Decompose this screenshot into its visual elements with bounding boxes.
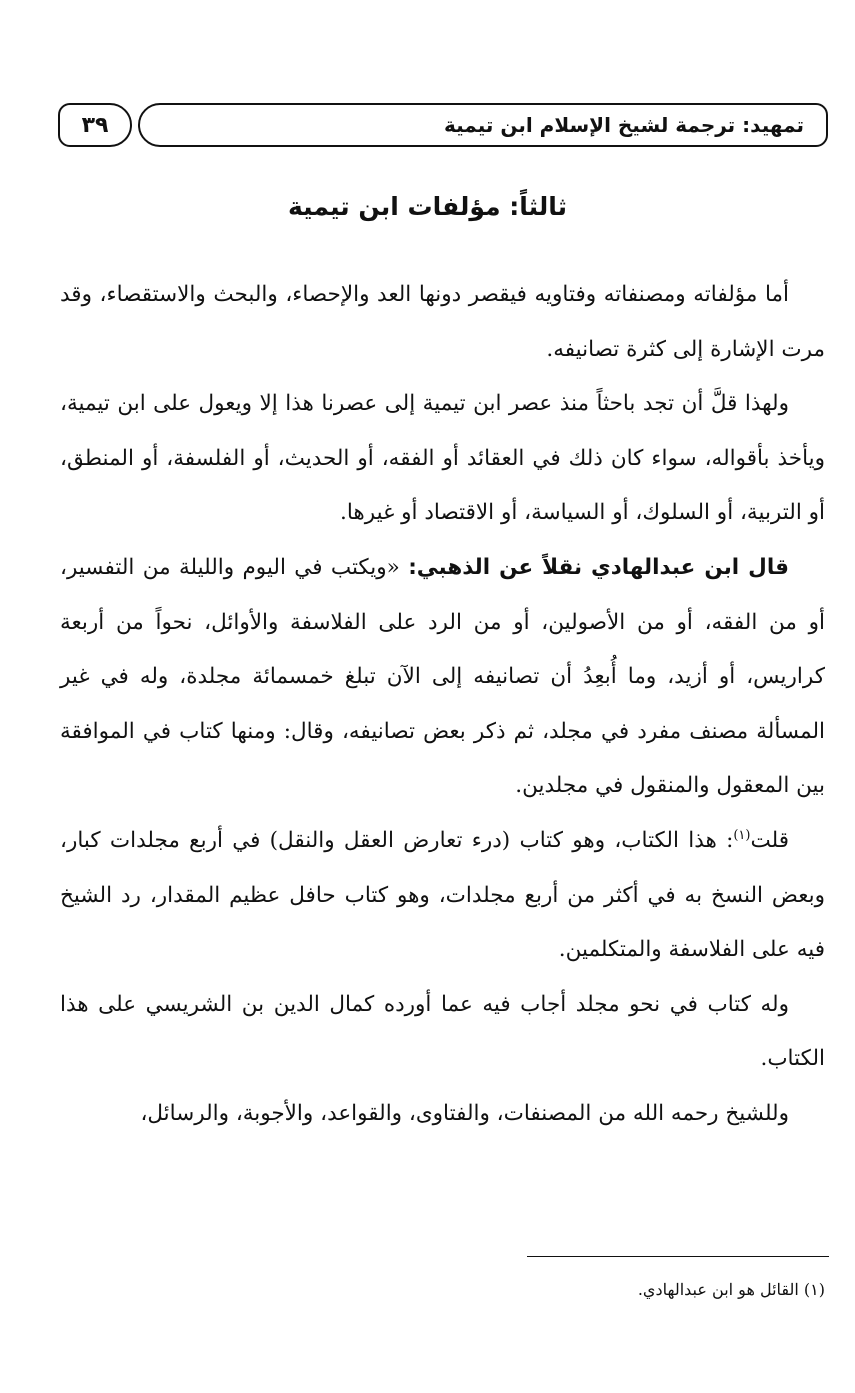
paragraph-4 — [60, 814, 825, 978]
page-number: ٣٩ — [81, 112, 109, 138]
paragraph-6 — [60, 1087, 825, 1142]
paragraph-2 — [60, 377, 825, 541]
footnote-reference: (١) — [733, 827, 751, 843]
body-text — [60, 268, 825, 1142]
footnote-divider — [527, 1256, 829, 1257]
paragraph-1 — [60, 268, 825, 377]
section-heading: ثالثاً: مؤلفات ابن تيمية — [287, 192, 568, 221]
running-header — [58, 103, 828, 149]
footnote: (١) القائل هو ابن عبدالهادي. — [637, 1280, 825, 1299]
paragraph-4-text: : هذا الكتاب، وهو كتاب (درء تعارض العقل والنقل) في أربع مجلدات كبار، وبعض النسخ به في أكثر من أربع مجلدات، وهو كتاب حافل عظيم المقدار، رد الشيخ فيه على الفلاسفة والمتكلمين. — [60, 827, 825, 963]
paragraph-3 — [60, 541, 825, 814]
paragraph-6-text: وللشيخ رحمه الله من المصنفات، والفتاوى، والقواعد، والأجوبة، والرسائل، — [140, 1100, 789, 1126]
paragraph-5 — [60, 978, 825, 1087]
page-number-frame — [58, 103, 132, 147]
paragraph-4-start: قلت — [750, 827, 789, 853]
quote-attribution: قال ابن عبدالهادي نقلاً عن الذهبي: — [408, 554, 789, 580]
header-title-frame — [138, 103, 828, 147]
paragraph-5-text: وله كتاب في نحو مجلد أجاب فيه عما أورده كمال الدين بن الشريسي على هذا الكتاب. — [60, 991, 825, 1072]
header-title: تمهيد: ترجمة لشيخ الإسلام ابن تيمية — [444, 113, 804, 137]
paragraph-3-text: «ويكتب في اليوم والليلة من التفسير، أو من الفقه، أو من الأصولين، أو من الرد على الفلاسفة والأوائل، نحواً من أربعة كراريس، أو أزيد، وما أُبعِدُ أن تصانيفه إلى الآن تبلغ خمسمائة مجلدة، وله في غير المسألة مصنف مفرد في مجلد، ثم ذكر بعض تصانيفه، وقال: ومنها كتاب في الموافقة بين المعقول والمنقول في مجلدين. — [60, 554, 825, 799]
paragraph-2-text: ولهذا قلَّ أن تجد باحثاً منذ عصر ابن تيمية إلى عصرنا هذا إلا ويعول على ابن تيمية، ويأخذ بأقواله، سواء كان ذلك في العقائد أو الفقه، أو الحديث، أو الفلسفة، أو المنطق، أو التربية، أو السلوك، أو السياسة، أو الاقتصاد أو غيرها. — [60, 391, 825, 526]
paragraph-1-text: أما مؤلفاته ومصنفاته وفتاويه فيقصر دونها العد والإحصاء، والبحث والاستقصاء، وقد مرت الإشارة إلى كثرة تصانيفه. — [60, 282, 825, 362]
